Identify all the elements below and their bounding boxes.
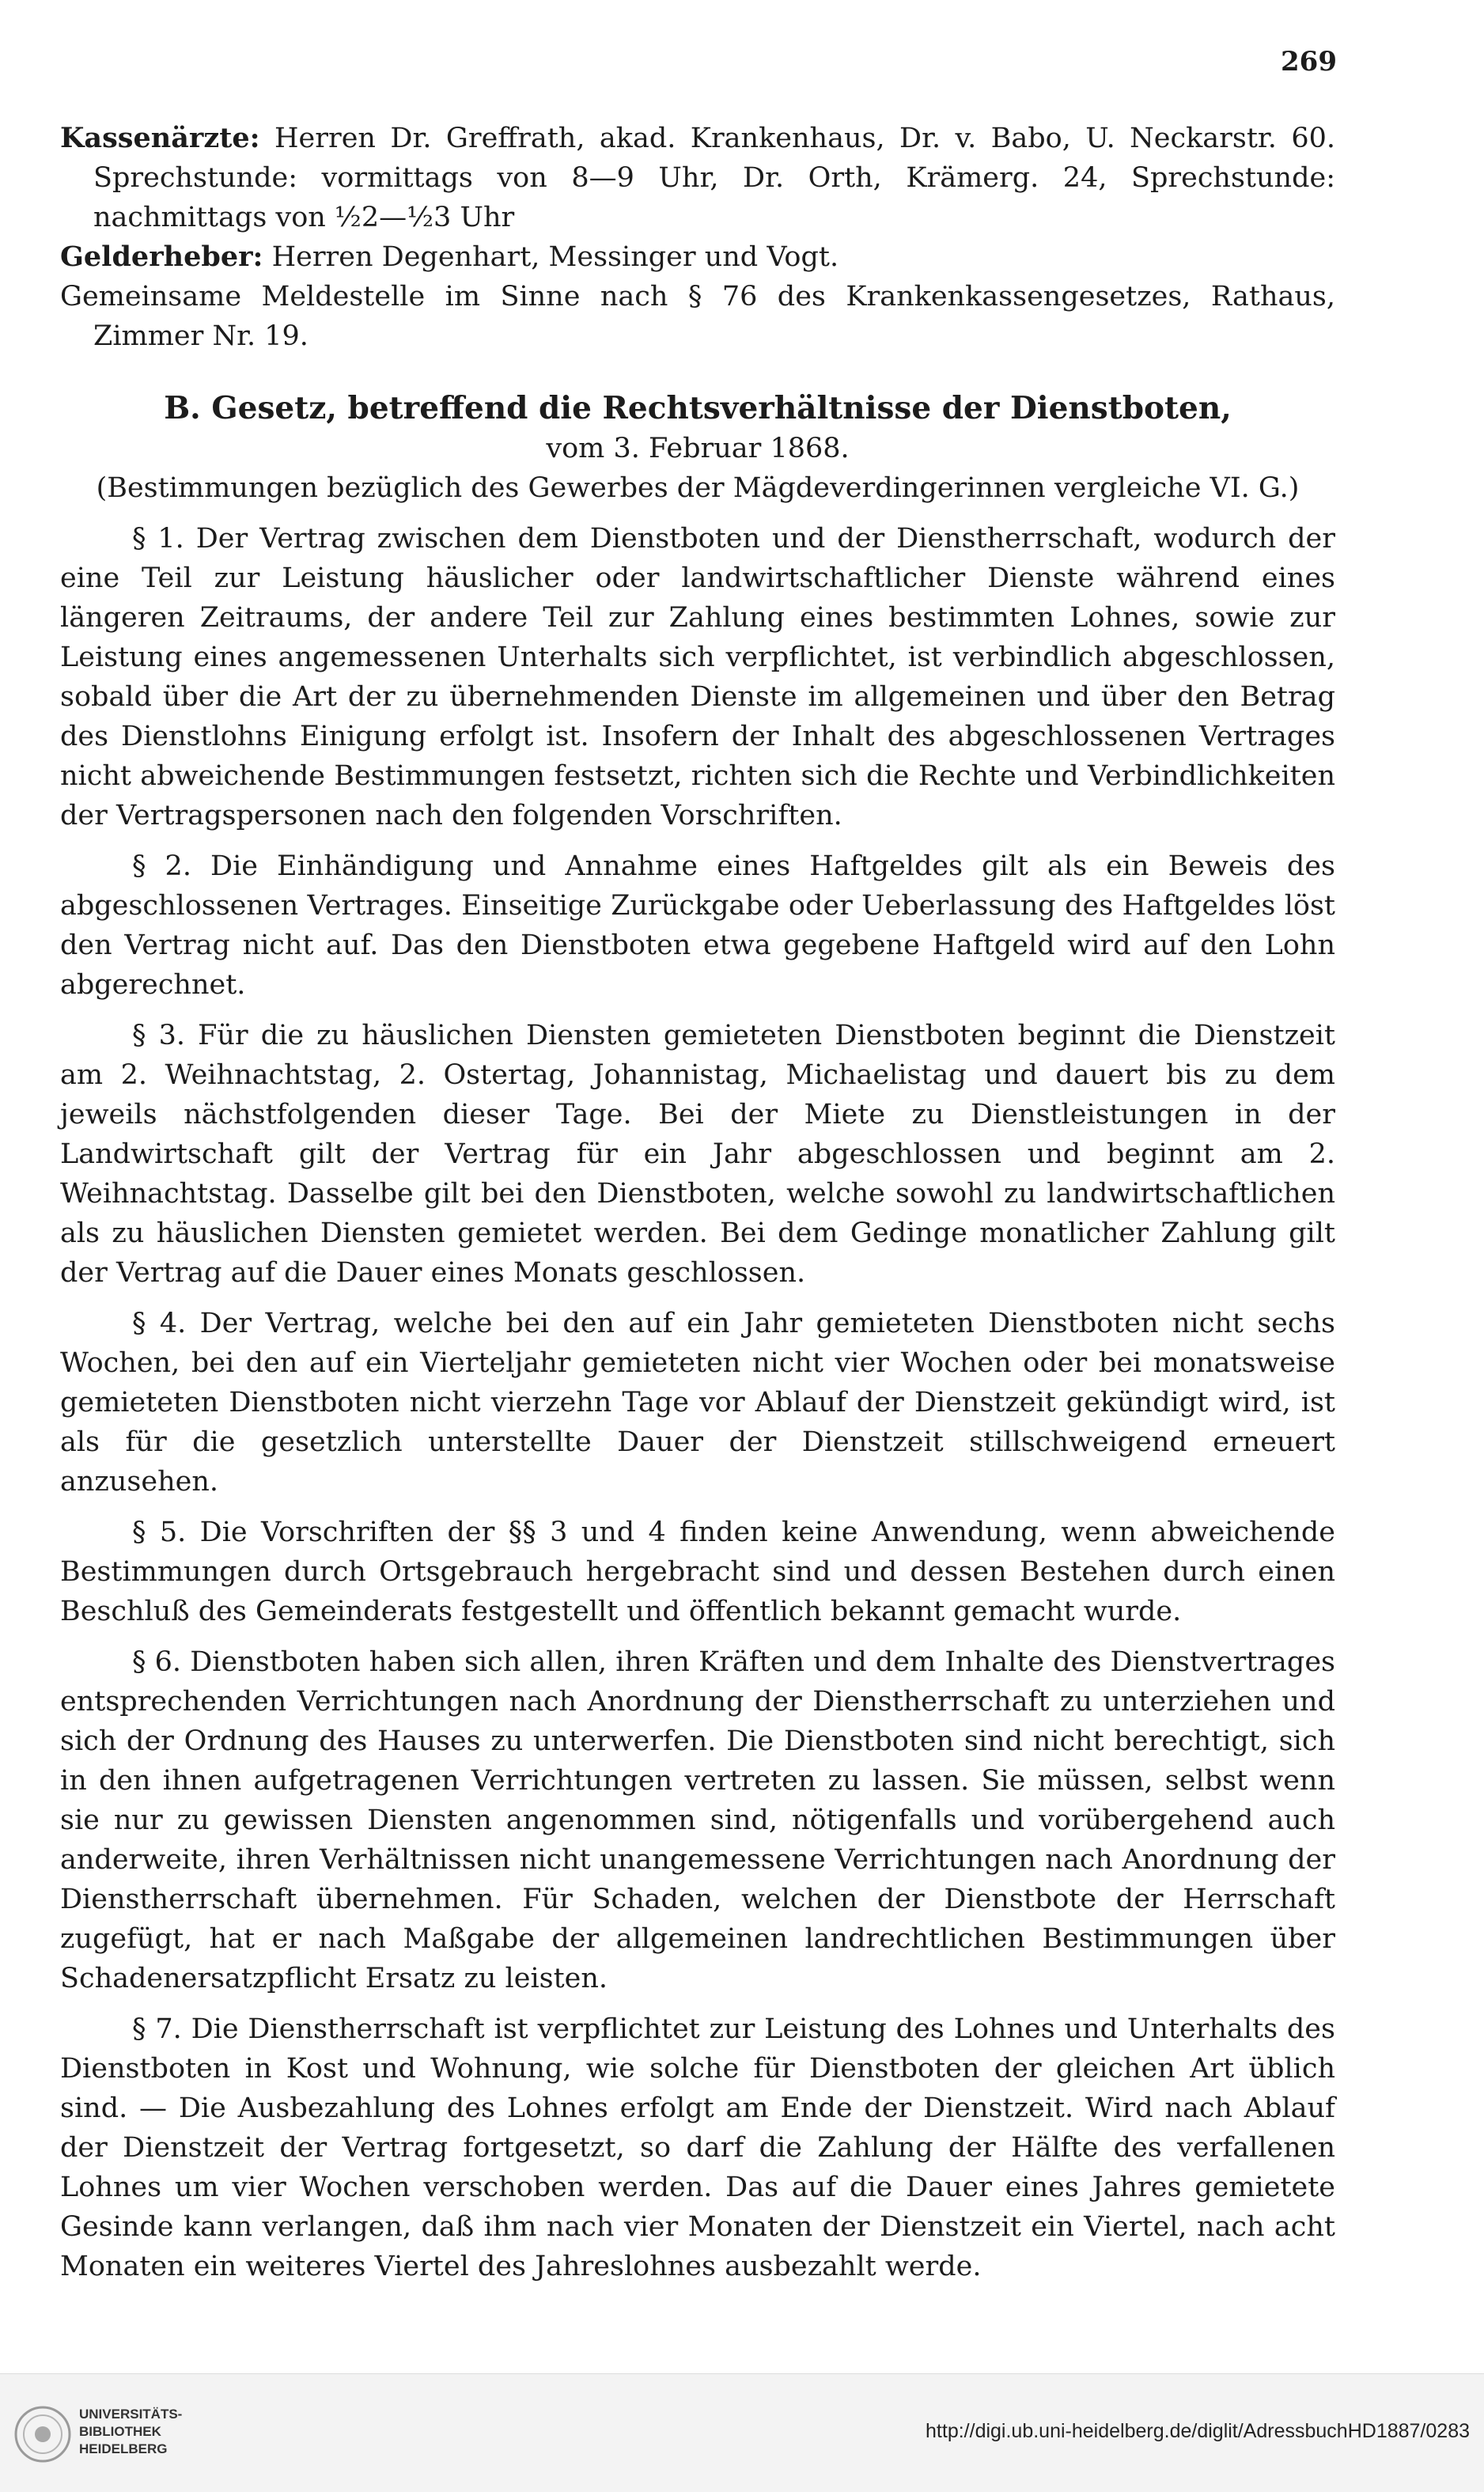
- logo-line: BIBLIOTHEK: [79, 2424, 161, 2439]
- preamble-text: Gemeinsame Meldestelle im Sinne nach § 76 des Krankenkassengesetzes, Rathaus, Zimmer Nr. 19.: [60, 281, 1335, 352]
- section-number: § 7.: [132, 2013, 182, 2045]
- section-number: § 1.: [132, 523, 184, 555]
- section-text: Die Einhändigung und Annahme eines Haftgeldes gilt als ein Beweis des abgeschlossenen Vertrages. Einseitige Zurückgabe oder Ueberlassung des Haftgeldes löst den Vertrag nicht auf. Das den Dienstboten etwa gegebene Haftgeld wird auf den Lohn abgerechnet.: [60, 850, 1335, 1001]
- page-content: [60, 119, 1335, 2286]
- section-5: [60, 1513, 1335, 1631]
- preamble-item: [60, 277, 1335, 356]
- logo-line: UNIVERSITÄTS-: [79, 2407, 183, 2422]
- law-note: (Bestimmungen bezüglich des Gewerbes der Mägdeverdingerinnen vergleiche VI. G.): [96, 472, 1300, 504]
- section-text: Der Vertrag, welche bei den auf ein Jahr gemieteten Dienstboten nicht sechs Wochen, bei den auf ein Vierteljahr gemieteten nicht vier Wochen oder bei monatsweise gemieteten Dienstboten nicht vierzehn Tage vor Ablauf der Dienstzeit gekündigt wird, ist als für die gesetzlich unterstellte Dauer der Dienstzeit stillschweigend erneuert anzusehen.: [60, 1308, 1335, 1498]
- section-text: Die Dienstherrschaft ist verpflichtet zur Leistung des Lohnes und Unterhalts des Dienstboten in Kost und Wohnung, wie solche für Dienstboten der gleichen Art üblich sind. — Die Ausbezahlung des Lohnes erfolgt am Ende der Dienstzeit. Wird nach Ablauf der Dienstzeit der Vertrag fortgesetzt, so darf die Zahlung der Hälfte des verfallenen Lohnes um vier Wochen verschoben werden. Das auf die Dauer eines Jahres gemietete Gesinde kann verlangen, daß ihm nach vier Monaten der Dienstzeit ein Viertel, nach acht Monaten ein weiteres Viertel des Jahreslohnes ausbezahlt werde.: [60, 2013, 1335, 2282]
- section-3: [60, 1016, 1335, 1293]
- section-4: [60, 1304, 1335, 1502]
- section-number: § 5.: [132, 1517, 187, 1548]
- preamble-text: Herren Degenhart, Messinger und Vogt.: [263, 241, 839, 273]
- section-1: [60, 519, 1335, 835]
- law-date: vom 3. Februar 1868.: [546, 433, 850, 464]
- section-2: [60, 846, 1335, 1005]
- logo-line: HEIDELBERG: [79, 2441, 168, 2456]
- law-heading: B. Gesetz, betreffend die Rechtsverhältnisse der Dienstboten,: [164, 390, 1232, 426]
- section-number: § 2.: [132, 850, 191, 882]
- preamble-label: Gelderheber:: [60, 240, 263, 273]
- section-number: § 4.: [132, 1308, 187, 1339]
- section-6: [60, 1642, 1335, 1998]
- library-logo-text: [79, 2406, 182, 2458]
- preamble-item: [60, 119, 1335, 237]
- preamble: [60, 119, 1335, 356]
- section-number: § 3.: [132, 1020, 185, 1051]
- preamble-item: [60, 237, 1335, 277]
- section-text: Die Vorschriften der §§ 3 und 4 finden keine Anwendung, wenn abweichende Bestimmungen durch Ortsgebrauch hergebracht sind und dessen Bestehen durch einen Beschluß des Gemeinderats festgestellt und öffentlich bekannt gemacht wurde.: [60, 1517, 1335, 1627]
- section-text: Der Vertrag zwischen dem Dienstboten und der Dienstherrschaft, wodurch der eine Teil zur Leistung häuslicher oder landwirtschaftlicher Dienste während eines längeren Zeitraums, der andere Teil zur Zahlung eines bestimmten Lohnes, sowie zur Leistung eines angemessenen Unterhalts sich verpflichtet, ist verbindlich abgeschlossen, sobald über die Art der zu übernehmenden Dienste im allgemeinen und über den Betrag des Dienstlohns Einigung erfolgt ist. Insofern der Inhalt des abgeschlossenen Vertrages nicht abweichende Bestimmungen festsetzt, richten sich die Rechte und Verbindlichkeiten der Vertragspersonen nach den folgenden Vorschriften.: [60, 523, 1335, 831]
- preamble-text: Herren Dr. Greffrath, akad. Krankenhaus, Dr. v. Babo, U. Neckarstr. 60. Sprechstunde: vormittags von 8—9 Uhr, Dr. Orth, Krämerg. 24, Sprechstunde: nachmittags von ½2—½3 Uhr: [93, 123, 1335, 233]
- university-seal-icon: [13, 2404, 73, 2464]
- section-number: § 6.: [132, 1646, 182, 1678]
- preamble-label: Kassenärzte:: [60, 122, 260, 154]
- page-number: 269: [1281, 46, 1337, 78]
- library-footer: [0, 2373, 1484, 2492]
- source-url-link[interactable]: http://digi.ub.uni-heidelberg.de/diglit/AdressbuchHD1887/0283: [926, 2420, 1470, 2442]
- section-text: Für die zu häuslichen Diensten gemieteten Dienstboten beginnt die Dienstzeit am 2. Weihnachtstag, 2. Ostertag, Johannistag, Michaelistag und dauert bis zu dem jeweils nächstfolgenden dieser Tage. Bei der Miete zu Dienstleistungen in der Landwirtschaft gilt der Vertrag für ein Jahr abgeschlossen und beginnt am 2. Weihnachtstag. Dasselbe gilt bei den Dienstboten, welche sowohl zu landwirtschaftlichen als zu häuslichen Diensten gemietet werden. Bei dem Gedinge monatlicher Zahlung gilt der Vertrag auf die Dauer eines Monats geschlossen.: [60, 1020, 1335, 1289]
- section-7: [60, 2009, 1335, 2286]
- section-text: Dienstboten haben sich allen, ihren Kräften und dem Inhalte des Dienstvertrages entsprechenden Verrichtungen nach Anordnung der Dienstherrschaft zu unterziehen und sich der Ordnung des Hauses zu unterwerfen. Die Dienstboten sind nicht berechtigt, sich in den ihnen aufgetragenen Verrichtungen vertreten zu lassen. Sie müssen, selbst wenn sie nur zu gewissen Diensten angenommen sind, nötigenfalls und vorübergehend auch anderweite, ihren Verhältnissen nicht unangemessene Verrichtungen nach Anordnung der Dienstherrschaft übernehmen. Für Schaden, welchen der Dienstbote der Herrschaft zugefügt, hat er nach Maßgabe der allgemeinen landrechtlichen Bestimmungen über Schadenersatzpflicht Ersatz zu leisten.: [60, 1646, 1335, 1994]
